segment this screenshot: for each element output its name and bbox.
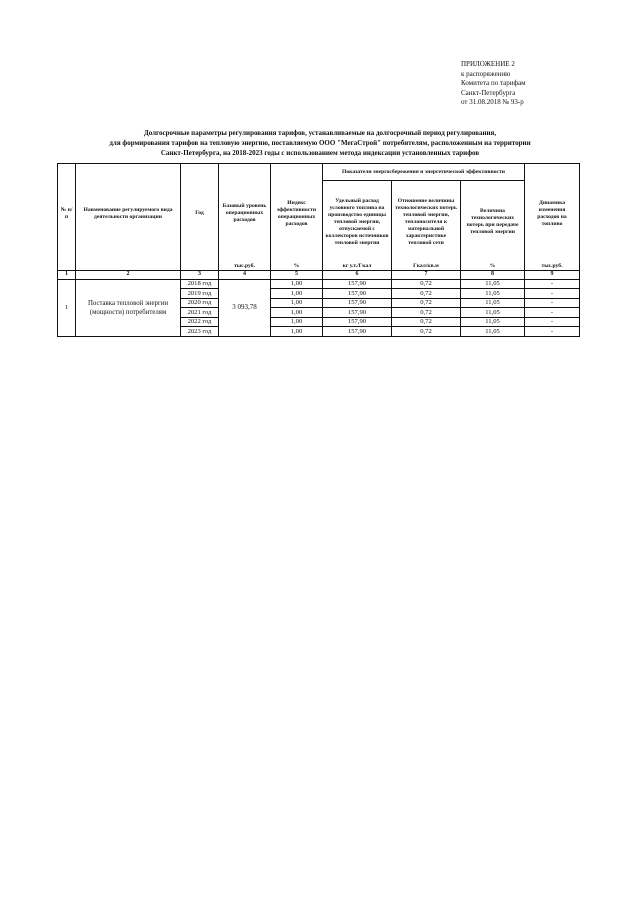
year-cell: 2021 год [181,308,219,318]
title-line: Долгосрочные параметры регулирования тарифов, устанавливаемые на долгосрочный период регулирования, [143,129,497,137]
losses-cell: 11,05 [461,298,525,308]
header-energy-group: Показатели энергосбережения и энергетической эффективности [323,164,525,181]
index-cell: 1,00 [271,308,323,318]
header-fuel-rate: Удельный расход условного топлива на производство единицы тепловой энергии, отпускаемой с коллекторов источников тепловой энергии [323,181,392,264]
unit-base: тыс.руб. [219,263,271,271]
year-cell: 2019 год [181,289,219,299]
appendix-line: от 31.08.2018 № 93-р [461,98,524,106]
index-cell: 1,00 [271,289,323,299]
column-number: 5 [271,271,323,279]
index-cell: 1,00 [271,327,323,337]
unit-fuel: кг у.т./Гкал [323,263,392,271]
dynamics-cell: - [525,279,580,289]
year-cell: 2020 год [181,298,219,308]
unit-empty [58,263,76,271]
unit-dynamics: тыс.руб. [525,263,580,271]
parameters-table [57,163,580,337]
title-line: Санкт-Петербурга, на 2018-2023 годы с использованием метода индексации установленных тарифов [160,149,480,157]
fuel-cell: 157,90 [323,327,392,337]
header-activity: Наименование регулируемого вида деятельности организации [76,164,181,264]
header-tech-losses: Величина технологических потерь при передаче тепловой энергии [461,181,525,264]
column-number: 6 [323,271,392,279]
losses-cell: 11,05 [461,327,525,337]
header-loss-ratio: Отношение величины технологических потерь тепловой энергии, теплоносителя к материальной характеристике тепловой сети [392,181,461,264]
ratio-cell: 0,72 [392,279,461,289]
appendix-line: к распоряжению [461,69,511,78]
document-title [70,128,570,158]
table-row [58,279,580,289]
activity-name: Поставка тепловой энергии (мощности) потребителям [76,279,181,336]
losses-cell: 11,05 [461,289,525,299]
appendix-line: ПРИЛОЖЕНИЕ 2 [461,60,515,68]
dynamics-cell: - [525,308,580,318]
appendix-block [461,60,526,108]
year-cell: 2023 год [181,327,219,337]
index-cell: 1,00 [271,279,323,289]
year-cell: 2018 год [181,279,219,289]
unit-index: % [271,263,323,271]
column-number: 9 [525,271,580,279]
losses-cell: 11,05 [461,308,525,318]
column-number: 2 [76,271,181,279]
dynamics-cell: - [525,289,580,299]
column-number: 7 [392,271,461,279]
fuel-cell: 157,90 [323,279,392,289]
appendix-line: Комитета по тарифам [461,79,526,87]
index-cell: 1,00 [271,298,323,308]
column-number: 3 [181,271,219,279]
unit-empty [76,263,181,271]
ratio-cell: 0,72 [392,289,461,299]
ratio-cell: 0,72 [392,317,461,327]
ratio-cell: 0,72 [392,298,461,308]
unit-losses: % [461,263,525,271]
unit-empty [181,263,219,271]
row-number: 1 [58,279,76,336]
header-num: № п/п [58,164,76,264]
fuel-cell: 157,90 [323,317,392,327]
header-efficiency-index: Индекс эффективности операционных расходов [271,164,323,264]
ratio-cell: 0,72 [392,327,461,337]
column-number: 4 [219,271,271,279]
dynamics-cell: - [525,327,580,337]
fuel-cell: 157,90 [323,308,392,318]
ratio-cell: 0,72 [392,308,461,318]
base-value: 3 093,78 [219,279,271,336]
fuel-cell: 157,90 [323,289,392,299]
dynamics-cell: - [525,317,580,327]
losses-cell: 11,05 [461,279,525,289]
column-number: 1 [58,271,76,279]
header-base-level: Базовый уровень операционных расходов [219,164,271,264]
header-year: Год [181,164,219,264]
unit-ratio: Гкал/кв.м [392,263,461,271]
losses-cell: 11,05 [461,317,525,327]
year-cell: 2022 год [181,317,219,327]
column-number: 8 [461,271,525,279]
header-fuel-dynamics: Динамика изменения расходов на топливо [525,164,580,264]
dynamics-cell: - [525,298,580,308]
index-cell: 1,00 [271,317,323,327]
title-line: для формирования тарифов на тепловую энергию, поставляемую ООО "МегаСтрой" потребителям, расположенным на территории [109,139,531,147]
fuel-cell: 157,90 [323,298,392,308]
appendix-line: Санкт-Петербурга [461,88,516,97]
